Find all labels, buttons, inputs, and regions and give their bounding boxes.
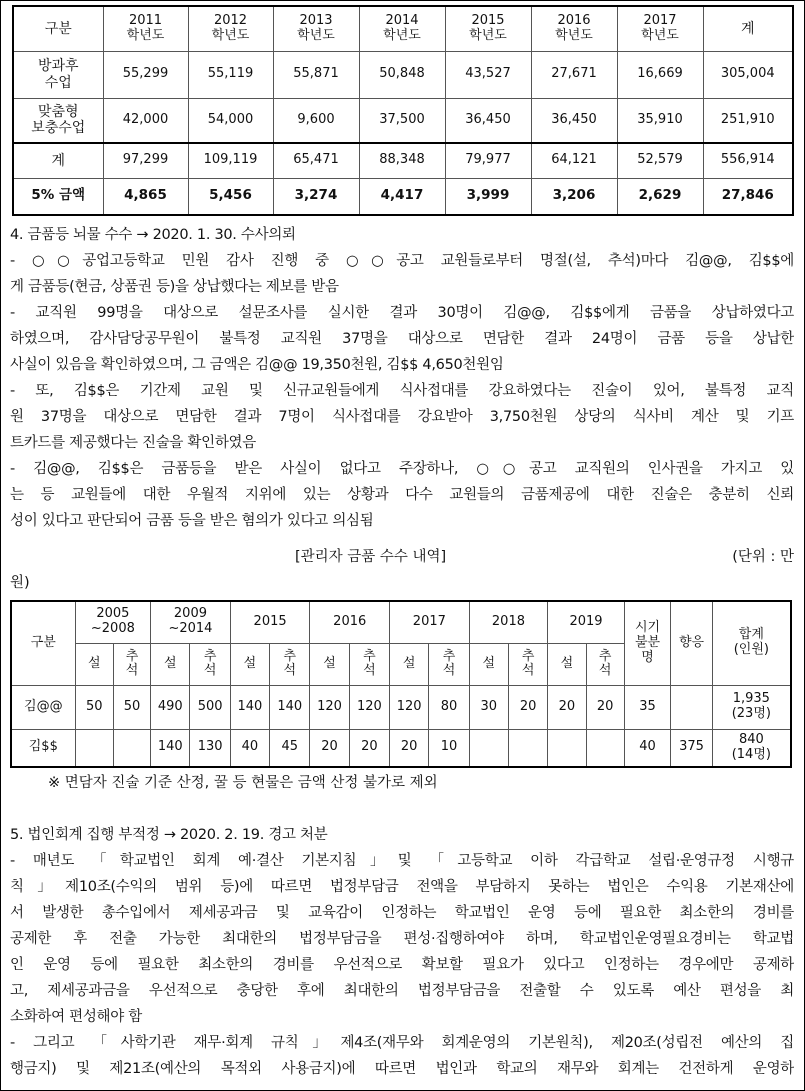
table-cell bbox=[548, 729, 586, 767]
subheader-cell: 설 bbox=[390, 643, 429, 685]
table-cell: 4,865 bbox=[103, 178, 188, 215]
table-cell: 120 bbox=[390, 685, 429, 729]
header-cell: 2015 학년도 bbox=[445, 6, 531, 51]
table-cell: 20 bbox=[508, 685, 547, 729]
table-cell: 140 bbox=[151, 729, 190, 767]
table-cell: 27,846 bbox=[703, 178, 793, 215]
table-cell: 130 bbox=[190, 729, 230, 767]
header-cell: 2017 학년도 bbox=[617, 6, 703, 51]
paragraph-line: 소화하여 편성해야 함 bbox=[10, 1009, 142, 1025]
table-cell: 97,299 bbox=[103, 143, 188, 178]
table-cell: 50 bbox=[75, 685, 113, 729]
table-cell: 43,527 bbox=[445, 51, 531, 98]
row-label: 맞춤형 보충수업 bbox=[13, 98, 103, 143]
paragraph-line: 행금지) 및 제21조(예산의 목적외 사용금지)에 따르면 법인과 학교의 재무와 회계는 건전하게 운영하 bbox=[10, 1061, 794, 1077]
table-cell: 40 bbox=[230, 729, 269, 767]
table-cell: 490 bbox=[151, 685, 190, 729]
header-cell: 2013 학년도 bbox=[273, 6, 359, 51]
table-cell: 4,417 bbox=[359, 178, 445, 215]
table-cell: 55,299 bbox=[103, 51, 188, 98]
table-cell: 36,450 bbox=[445, 98, 531, 143]
table-cell: 2,629 bbox=[617, 178, 703, 215]
table-cell: 80 bbox=[429, 685, 469, 729]
table-cell: 3,999 bbox=[445, 178, 531, 215]
paragraph-line: - 그리고 「사학기관 재무·회계 규칙」제4조(재무와 회계운영의 기본원칙), 제20조(성립전 예산의 집 bbox=[10, 1035, 794, 1051]
paragraph-line: 서 발생한 총수입에서 제세공과금 및 교육감이 인정하는 학교법인 운영 등에 필요한 최소한의 경비를 bbox=[10, 905, 794, 921]
table-cell: 88,348 bbox=[359, 143, 445, 178]
table-cell: 3,206 bbox=[531, 178, 617, 215]
subheader-cell: 설 bbox=[151, 643, 190, 685]
table-cell: 36,450 bbox=[531, 98, 617, 143]
paragraph-line: - 또, 김$$은 기간제 교원 및 신규교원들에게 식사접대를 강요하였다는 진술이 있어, 불특정 교직 bbox=[10, 383, 794, 399]
table-cell: 52,579 bbox=[617, 143, 703, 178]
table-cell: 50 bbox=[113, 685, 150, 729]
table-row bbox=[13, 98, 793, 143]
table-cell: 140 bbox=[270, 685, 310, 729]
table-cell: 5,456 bbox=[188, 178, 273, 215]
table-cell: 54,000 bbox=[188, 98, 273, 143]
table-cell bbox=[508, 729, 547, 767]
table-cell: 64,121 bbox=[531, 143, 617, 178]
table-cell: 20 bbox=[349, 729, 389, 767]
subheader-cell: 추 석 bbox=[349, 643, 389, 685]
table-cell: 30 bbox=[469, 685, 508, 729]
paragraph-line: 칙」제10조(수익의 범위 등)에 따르면 법정부담금 전액을 부담하지 못하는 법인은 수익용 기본재산에 bbox=[10, 879, 794, 895]
paragraph-line: - ○○공업고등학교 민원 감사 진행 중 ○○공고 교원들로부터 명절(설, 추석)마다 김@@, 김$$에 bbox=[10, 253, 794, 269]
table-cell: 65,471 bbox=[273, 143, 359, 178]
paragraph-line: 사실이 있음을 확인하였으며, 그 금액은 김@@ 19,350천원, 김$$ 4,650천원임 bbox=[10, 357, 504, 373]
paragraph-line: 인 운영 등에 필요한 최소한의 경비를 우선적으로 확보할 필요가 있다고 인정하는 경우에만 공제하 bbox=[10, 957, 794, 973]
paragraph-line: 성이 있다고 판단되어 금품 등을 받은 혐의가 있다고 의심됨 bbox=[10, 513, 374, 529]
table-row-subtotal bbox=[13, 143, 793, 178]
table-cell bbox=[586, 729, 624, 767]
table-cell: 375 bbox=[671, 729, 712, 767]
header-cell: 2012 학년도 bbox=[188, 6, 273, 51]
row-label: 김$$ bbox=[11, 729, 75, 767]
table-cell bbox=[671, 685, 712, 729]
subheader-cell: 설 bbox=[548, 643, 586, 685]
subheader-cell: 설 bbox=[230, 643, 269, 685]
table-cell: 9,600 bbox=[273, 98, 359, 143]
paragraph-line: - 교직원 99명을 대상으로 설문조사를 실시한 결과 30명이 김@@, 김$$에게 금품을 상납하였다고 bbox=[10, 305, 794, 321]
table-caption: [관리자 금품 수수 내역] bbox=[295, 549, 447, 565]
table-row bbox=[13, 51, 793, 98]
header-cell: 합계 (인원) bbox=[712, 601, 791, 685]
subheader-cell: 추 석 bbox=[270, 643, 310, 685]
paragraph-line: - 매년도 「학교법인 회계 예·결산 기본지침」및 「고등학교 이하 각급학교 설립·운영규정 시행규 bbox=[10, 853, 794, 869]
table-cell bbox=[75, 729, 113, 767]
table-cell: 42,000 bbox=[103, 98, 188, 143]
paragraph-line: 하였으며, 감사담당공무원이 불특정 교직원 37명을 대상으로 면담한 결과 24명이 금품 등을 상납한 bbox=[10, 331, 794, 347]
row-label: 방과후 수업 bbox=[13, 51, 103, 98]
table-cell: 140 bbox=[230, 685, 269, 729]
table-header-row bbox=[11, 601, 791, 643]
table-header-row bbox=[13, 6, 793, 51]
table-cell: 840 (14명) bbox=[712, 729, 791, 767]
table-cell: 500 bbox=[190, 685, 230, 729]
section-heading: 4. 금품등 뇌물 수수 → 2020. 1. 30. 수사의뢰 bbox=[10, 227, 296, 243]
table-caption-row bbox=[10, 544, 794, 570]
section-heading: 5. 법인회계 집행 부적정 → 2020. 2. 19. 경고 처분 bbox=[10, 827, 328, 843]
paragraph-line: 는 등 교원들에 대한 우월적 지위에 있는 상황과 다수 교원들의 금품제공에 대한 진술은 충분히 신뢰 bbox=[10, 487, 794, 503]
paragraph-line: 게 금품등(현금, 상품권 등)을 상납했다는 제보를 받음 bbox=[10, 279, 339, 295]
table-cell: 50,848 bbox=[359, 51, 445, 98]
bribery-table bbox=[10, 600, 792, 768]
unit-label: (단위 : 만 bbox=[732, 549, 794, 565]
table-cell: 35 bbox=[624, 685, 671, 729]
subheader-cell: 설 bbox=[75, 643, 113, 685]
header-cell: 시기 불분 명 bbox=[624, 601, 671, 685]
paragraph-line: 트카드를 제공했다는 진술을 확인하였음 bbox=[10, 435, 256, 451]
period-header: 2015 bbox=[230, 601, 310, 643]
paragraph-line: 원 37명을 대상으로 면담한 결과 7명이 식사접대를 강요받아 3,750천원 상당의 식사비 계산 및 기프 bbox=[10, 409, 794, 425]
period-header: 2005 ~2008 bbox=[75, 601, 151, 643]
table-row-five-percent bbox=[13, 178, 793, 215]
header-cell: 2011 학년도 bbox=[103, 6, 188, 51]
period-header: 2009 ~2014 bbox=[151, 601, 231, 643]
section-5-text bbox=[10, 822, 794, 1082]
header-cell: 구분 bbox=[11, 601, 75, 685]
table-cell: 20 bbox=[310, 729, 349, 767]
table-cell: 109,119 bbox=[188, 143, 273, 178]
period-header: 2019 bbox=[548, 601, 625, 643]
paragraph-line: 고, 제세공과금을 우선적으로 충당한 후에 최대한의 법정부담금을 전출할 수 있도록 예산 편성을 최 bbox=[10, 983, 794, 999]
unit-label-continued: 원) bbox=[10, 575, 30, 591]
subheader-cell: 추 석 bbox=[429, 643, 469, 685]
table-footnote: ※ 면담자 진술 기준 산정, 꿀 등 현물은 금액 산정 불가로 제외 bbox=[48, 775, 438, 791]
paragraph-line: - 김@@, 김$$은 금품등을 받은 사실이 없다고 주장하나, ○○공고 교직원의 인사권을 가지고 있 bbox=[10, 461, 794, 477]
table-cell: 305,004 bbox=[703, 51, 793, 98]
table-cell: 37,500 bbox=[359, 98, 445, 143]
subheader-cell: 추 석 bbox=[113, 643, 150, 685]
subheader-cell: 추 석 bbox=[508, 643, 547, 685]
budget-table bbox=[12, 5, 794, 216]
table-cell: 35,910 bbox=[617, 98, 703, 143]
period-header: 2017 bbox=[390, 601, 470, 643]
table-cell: 556,914 bbox=[703, 143, 793, 178]
table-cell: 16,669 bbox=[617, 51, 703, 98]
table-cell: 27,671 bbox=[531, 51, 617, 98]
table-cell: 45 bbox=[270, 729, 310, 767]
table-cell bbox=[469, 729, 508, 767]
paragraph-line: 공제한 후 전출 가능한 최대한의 법정부담금을 편성·집행하여야 하며, 학교법인운영필요경비는 학교법 bbox=[10, 931, 794, 947]
header-cell: 계 bbox=[703, 6, 793, 51]
period-header: 2016 bbox=[310, 601, 390, 643]
table-cell: 20 bbox=[548, 685, 586, 729]
table-cell: 120 bbox=[349, 685, 389, 729]
subheader-cell: 추 석 bbox=[190, 643, 230, 685]
table-cell: 40 bbox=[624, 729, 671, 767]
subheader-cell: 추 석 bbox=[586, 643, 624, 685]
table-cell: 1,935 (23명) bbox=[712, 685, 791, 729]
section-4-text bbox=[10, 222, 794, 534]
header-cell: 구분 bbox=[13, 6, 103, 51]
table-cell bbox=[113, 729, 150, 767]
table-cell: 79,977 bbox=[445, 143, 531, 178]
row-label: 계 bbox=[13, 143, 103, 178]
header-cell: 향응 bbox=[671, 601, 712, 685]
table-cell: 20 bbox=[390, 729, 429, 767]
table-cell: 251,910 bbox=[703, 98, 793, 143]
table-row bbox=[11, 685, 791, 729]
table-cell: 120 bbox=[310, 685, 349, 729]
row-label: 김@@ bbox=[11, 685, 75, 729]
table-cell: 55,871 bbox=[273, 51, 359, 98]
header-cell: 2014 학년도 bbox=[359, 6, 445, 51]
table-cell: 20 bbox=[586, 685, 624, 729]
table-cell: 3,274 bbox=[273, 178, 359, 215]
subheader-cell: 설 bbox=[469, 643, 508, 685]
period-header: 2018 bbox=[469, 601, 548, 643]
table-cell: 10 bbox=[429, 729, 469, 767]
subheader-cell: 설 bbox=[310, 643, 349, 685]
row-label: 5% 금액 bbox=[13, 178, 103, 215]
table-cell: 55,119 bbox=[188, 51, 273, 98]
table-row bbox=[11, 729, 791, 767]
header-cell: 2016 학년도 bbox=[531, 6, 617, 51]
